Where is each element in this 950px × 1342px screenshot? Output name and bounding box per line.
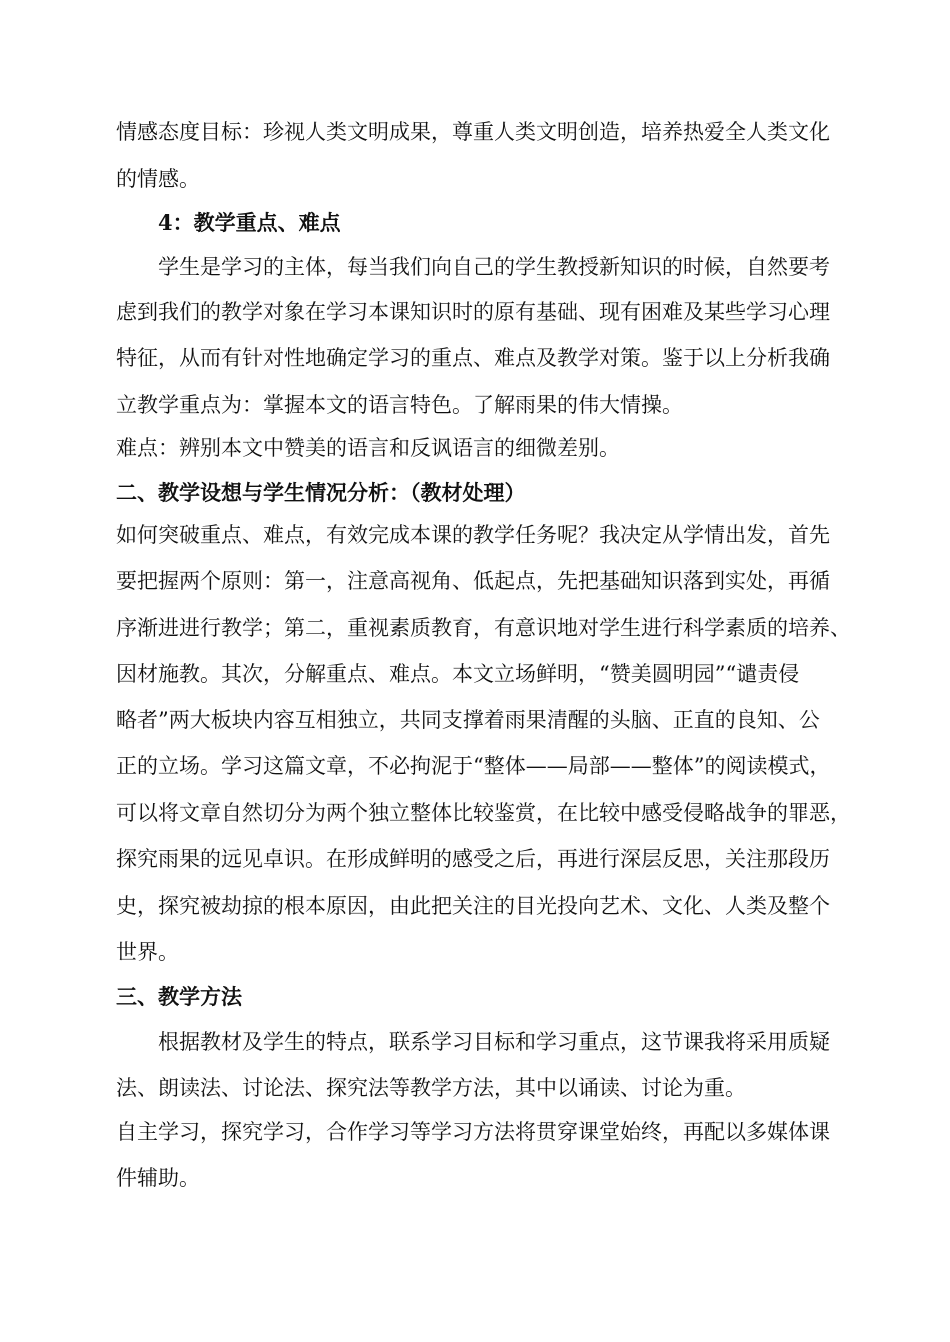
section-heading: 三、教学方法 [116, 984, 242, 1009]
paragraph-line: 虑到我们的教学对象在学习本课知识时的原有基础、现有困难及某些学习心理 [116, 300, 830, 324]
section-heading: 4：教学重点、难点 [158, 210, 341, 235]
paragraph-line: 要把握两个原则：第一，注意高视角、低起点，先把基础知识落到实处，再循 [116, 569, 830, 593]
paragraph-line: 史，探究被劫掠的根本原因，由此把关注的目光投向艺术、文化、人类及整个 [116, 894, 830, 918]
paragraph-line: 世界。 [116, 940, 179, 964]
paragraph-line: 特征，从而有针对性地确定学习的重点、难点及教学对策。鉴于以上分析我确 [116, 346, 830, 370]
paragraph-line: 件辅助。 [116, 1166, 200, 1190]
section-heading: 二、教学设想与学生情况分析：（教材处理） [116, 480, 526, 505]
paragraph-line: 正的立场。学习这篇文章，不必拘泥于“整体——局部——整体”的阅读模式， [116, 754, 831, 778]
paragraph-line: 可以将文章自然切分为两个独立整体比较鉴赏，在比较中感受侵略战争的罪恶， [116, 801, 851, 825]
paragraph-line: 序渐进进行教学；第二，重视素质教育，有意识地对学生进行科学素质的培养、 [116, 616, 851, 640]
paragraph-line: 难点：辨别本文中赞美的语言和反讽语言的细微差别。 [116, 436, 620, 460]
paragraph-line: 法、朗读法、讨论法、探究法等教学方法，其中以诵读、讨论为重。 [116, 1076, 746, 1100]
paragraph-line: 自主学习，探究学习，合作学习等学习方法将贯穿课堂始终，再配以多媒体课 [116, 1120, 830, 1144]
paragraph-line: 情感态度目标：珍视人类文明成果，尊重人类文明创造，培养热爱全人类文化 [116, 120, 830, 144]
paragraph-line: 探究雨果的远见卓识。在形成鲜明的感受之后，再进行深层反思，关注那段历 [116, 847, 830, 871]
paragraph-line: 立教学重点为：掌握本文的语言特色。了解雨果的伟大情操。 [116, 393, 683, 417]
paragraph-line: 的情感。 [116, 167, 200, 191]
paragraph-line: 略者”两大板块内容互相独立，共同支撑着雨果清醒的头脑、正直的良知、公 [116, 708, 820, 732]
paragraph-line: 根据教材及学生的特点，联系学习目标和学习重点，这节课我将采用质疑 [158, 1030, 830, 1054]
paragraph-line: 因材施教。其次，分解重点、难点。本文立场鲜明，“赞美圆明园”“谴责侵 [116, 662, 800, 686]
paragraph-line: 如何突破重点、难点，有效完成本课的教学任务呢？我决定从学情出发，首先 [116, 523, 830, 547]
paragraph-line: 学生是学习的主体，每当我们向自己的学生教授新知识的时候，自然要考 [158, 255, 830, 279]
